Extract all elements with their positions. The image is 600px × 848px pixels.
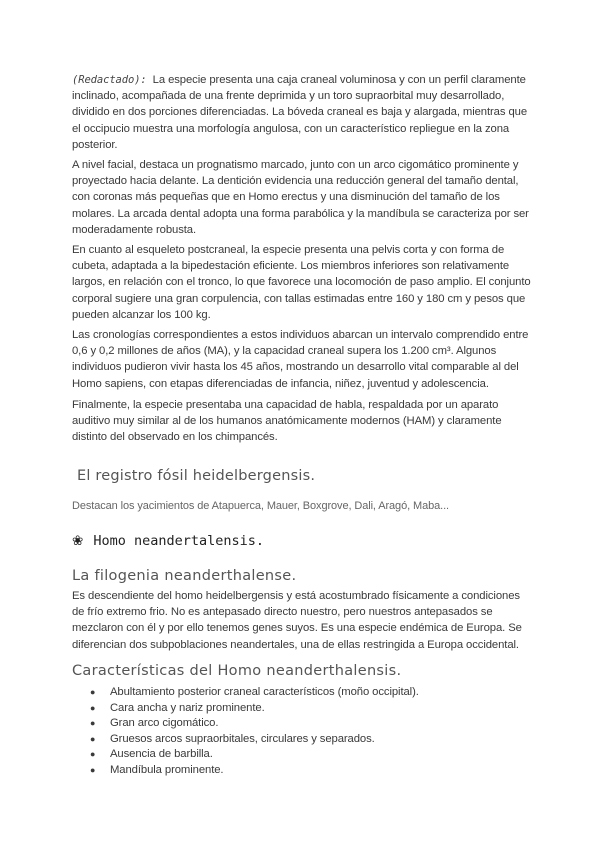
intro-paragraph-2 [72, 157, 532, 238]
bullet-icon: ● [90, 764, 96, 775]
flower-icon: ❀ [72, 533, 84, 549]
paragraph-text: A nivel facial, destaca un prognatismo marcado, junto con un arco cigomático prominente y proyectado hacia delante. La dentición evidencia una reducción general del tamaño dental, con coronas más pequeñas que en Homo erectus y una disminución del tamaño de los molares. La arcada dental adopta una forma parabólica y la mandíbula se caracteriza por ser moderadamente robusta. [72, 159, 529, 236]
intro-paragraph-1 [72, 72, 532, 153]
fossil-record-heading: El registro fósil heidelbergensis. [77, 468, 316, 484]
list-item: ● Ausencia de barbilla. [72, 747, 532, 763]
paragraph-text: La especie presenta una caja craneal voluminosa y con un perfil claramente inclinado, acompañada de una frente deprimida y un toro supraorbital muy desarrollado, dividido en dos porciones diferenciadas. La bóveda craneal es baja y alargada, mientras que el occipucio muestra una morfología angulosa, con un característico repliegue en la zona posterior. [72, 74, 527, 151]
intro-paragraph-4 [72, 327, 532, 392]
intro-paragraph-3 [72, 242, 532, 323]
list-item: ● Abultamiento posterior craneal característicos (moño occipital). [72, 685, 532, 701]
phylogeny-heading: La filogenia neanderthalense. [72, 568, 297, 584]
bullet-icon: ● [90, 702, 96, 713]
list-item: ● Gran arco cigomático. [72, 716, 532, 732]
list-item: ● Cara ancha y nariz prominente. [72, 701, 532, 717]
paragraph-text: Es descendiente del homo heidelbergensis y está acostumbrado físicamente a condiciones de frío extremo frio. No es antepasado directo nuestro, pero nuestros antepasados se mezclaron con él y por ello tenemos genes suyos. Es una especie endémica de Europa. Se diferencian dos subpoblaciones neandertales, una de ellas restringida a Europa occidental. [72, 590, 522, 651]
neanderthal-heading-text: Homo neandertalensis. [93, 533, 264, 549]
phylogeny-paragraph [72, 588, 532, 653]
paragraph-text: Las cronologías correspondientes a estos individuos abarcan un intervalo comprendido entre 0,6 y 0,2 millones de años (MA), y la capacidad craneal supera los 1.200 cm³. Algunos individuos pudieron vivir hasta los 45 años, mostrando un desarrollo vital comparable al del Homo sapiens, con etapas diferenciadas de infancia, niñez, juventud y adolescencia. [72, 329, 529, 390]
characteristics-heading: Características del Homo neanderthalensis. [72, 663, 402, 679]
intro-paragraph-5 [72, 397, 532, 446]
redacted-label: (Redactado): [72, 74, 147, 86]
paragraph-text: Finalmente, la especie presentaba una capacidad de habla, respaldada por un aparato auditivo muy similar al de los humanos anatómicamente modernos (HAM) y claramente distinto del observado en los chimpancés. [72, 399, 502, 444]
fossil-sites-text: Destacan los yacimientos de Atapuerca, Mauer, Boxgrove, Dali, Aragó, Maba... [72, 500, 449, 512]
bullet-icon: ● [90, 749, 96, 760]
bullet-icon: ● [90, 733, 96, 744]
list-item: ● Mandíbula prominente. [72, 763, 532, 779]
paragraph-text: En cuanto al esqueleto postcraneal, la especie presenta una pelvis corta y con forma de cubeta, adaptada a la bipedestación eficiente. Los miembros inferiores son relativamente largos, en relación con el tronco, lo que favorece una locomoción de paso amplio. El conjunto corporal sugiere una gran corpulencia, con tallas estimadas entre 160 y 180 cm y pesos que pueden alcanzar los 100 kg. [72, 244, 531, 321]
bullet-icon: ● [90, 687, 96, 697]
neanderthal-heading [72, 533, 264, 549]
characteristics-list [72, 685, 532, 779]
bullet-icon: ● [90, 718, 96, 729]
list-item: ● Gruesos arcos supraorbitales, circulares y separados. [72, 732, 532, 748]
